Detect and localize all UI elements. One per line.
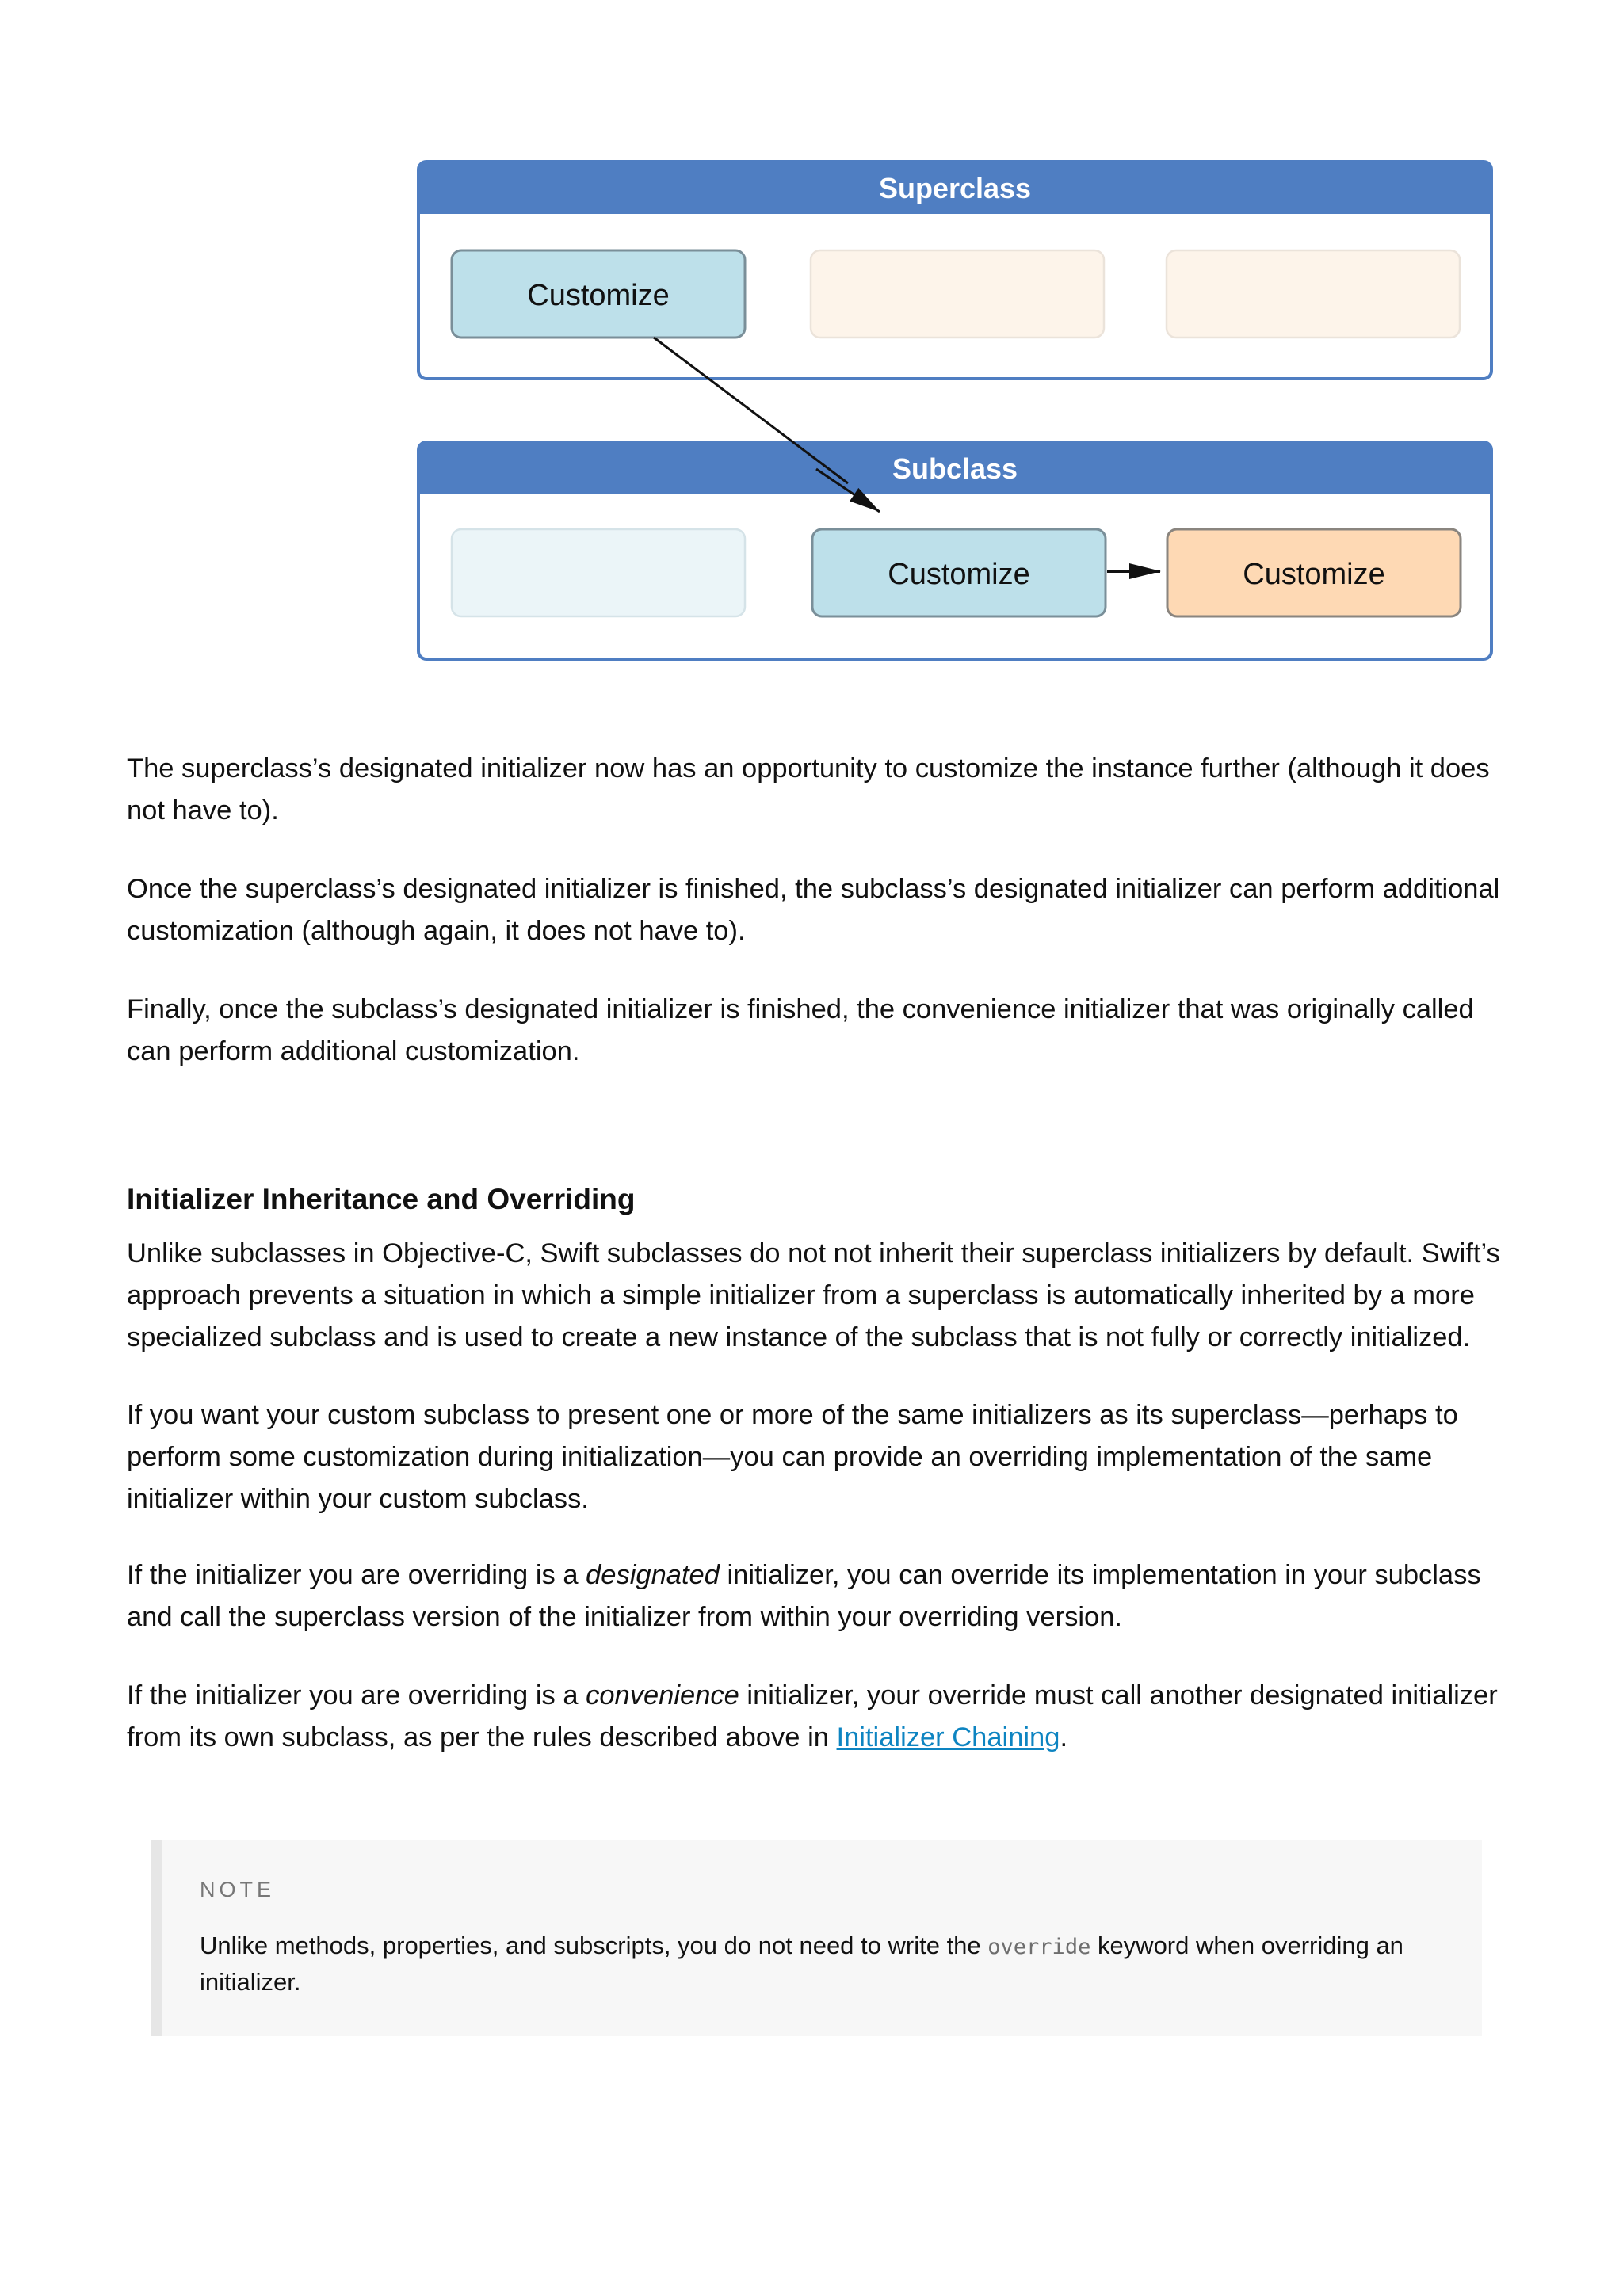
note-box xyxy=(151,1840,1482,2036)
override-keyword: override xyxy=(987,1935,1091,1959)
paragraph-convenience-customize: Finally, once the subclass’s designated initializer is finished, the convenience initializer that was originally called can perform additional customization. xyxy=(127,994,1474,1066)
superclass-label: Superclass xyxy=(878,172,1032,204)
convenience-customize-label: Customize xyxy=(1243,558,1385,591)
superclass-customize-label: Customize xyxy=(527,279,670,312)
p6-after: initializer, you can override its implementation in your subclass and call the superclass version of the initializer from within your overriding version. xyxy=(127,1560,1481,1632)
p6-before: If the initializer you are overriding is a xyxy=(127,1560,586,1590)
paragraph-inheritance-intro: Unlike subclasses in Objective-C, Swift subclasses do not not inherit their superclass initializers by default. Swift’s approach prevents a situation in which a simple initializer from a superclass is automatically inherited by a more specialized subclass and is used to create a new instance of the subclass that is not fully or correctly initialized. xyxy=(127,1238,1500,1352)
superclass-faded-box-3 xyxy=(1167,250,1460,338)
subclass-group xyxy=(418,442,1491,659)
convenience-emphasis: convenience xyxy=(586,1680,739,1711)
subclass-label: Subclass xyxy=(892,452,1018,485)
initializer-delegation-diagram xyxy=(0,0,1623,681)
superclass-faded-box-2 xyxy=(811,250,1104,338)
paragraph-convenience-override xyxy=(127,1675,1506,1759)
subclass-faded-box-1 xyxy=(452,529,745,616)
paragraph-superclass-customize: The superclass’s designated initializer now has an opportunity to customize the instance further (although it does not have to). xyxy=(127,753,1490,826)
p7-before: If the initializer you are overriding is a xyxy=(127,1680,586,1711)
note-text-after: keyword when overriding an initializer. xyxy=(200,1932,1403,1996)
paragraph-subclass-customize: Once the superclass’s designated initializer is finished, the subclass’s designated initializer can perform additional customization (although again, it does not have to). xyxy=(127,874,1500,946)
note-label: NOTE xyxy=(200,1878,276,1901)
note-text-before: Unlike methods, properties, and subscripts, you do not need to write the xyxy=(200,1932,988,1959)
designated-emphasis: designated xyxy=(586,1560,720,1590)
superclass-group xyxy=(418,162,1491,379)
subclass-customize-label: Customize xyxy=(888,558,1030,591)
note-text xyxy=(200,1928,1452,2000)
p7-after: . xyxy=(1060,1722,1068,1753)
paragraph-designated-override xyxy=(127,1554,1506,1638)
initializer-chaining-link[interactable]: Initializer Chaining xyxy=(836,1722,1060,1753)
p7-middle: initializer, your override must call another designated initializer from its own subclass, as per the rules described above in xyxy=(127,1680,1498,1753)
paragraph-custom-subclass: If you want your custom subclass to present one or more of the same initializers as its superclass—perhaps to perform some customization during initialization—you can provide an overriding implementation of the same initializer within your custom subclass. xyxy=(127,1400,1458,1514)
section-heading: Initializer Inheritance and Overriding xyxy=(127,1183,636,1215)
